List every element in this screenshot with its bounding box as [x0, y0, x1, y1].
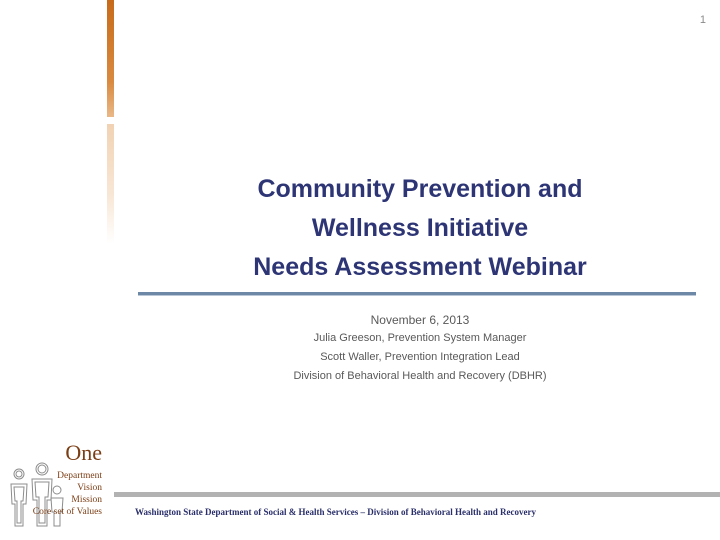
presentation-date: November 6, 2013 [370, 313, 470, 327]
title-divider [138, 292, 696, 296]
logo-word: One [65, 440, 102, 465]
one-dshs-logo [0, 438, 104, 538]
accent-bar-bottom [107, 124, 114, 244]
logo-line: Department [57, 471, 102, 481]
title-line: Needs Assessment Webinar [253, 253, 587, 281]
presenter-line: Scott Waller, Prevention Integration Lead [320, 351, 520, 363]
title-line: Community Prevention and [257, 175, 583, 203]
slide-number: 1 [699, 14, 706, 26]
logo-line: Core set of Values [32, 507, 102, 517]
slide-title [170, 170, 670, 287]
logo-lines [33, 470, 102, 518]
accent-bar-top [107, 0, 114, 117]
title-line: Wellness Initiative [311, 214, 529, 242]
logo-line: Mission [71, 495, 102, 505]
footer-text: Washington State Department of Social & Health Services – Division of Behavioral Health and Recovery [135, 507, 536, 517]
logo-line: Vision [77, 483, 102, 493]
footer-divider [114, 492, 720, 497]
presenter-line: Julia Greeson, Prevention System Manager [313, 332, 527, 344]
presenter-line: Division of Behavioral Health and Recovery (DBHR) [293, 370, 547, 382]
subtitle-block [170, 311, 670, 386]
